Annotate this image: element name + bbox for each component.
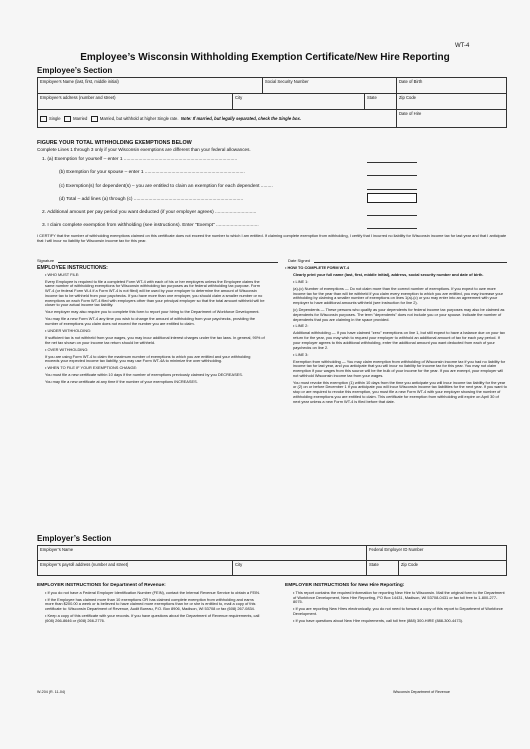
employer-dor-bullet-3: Keep a copy of this certificate with your records. If you have questions about the Department of Revenue requirements, call (608) 266-8646 or (608) 266-2776. [45, 613, 260, 623]
who-must-file-heading: WHO MUST FILE: [47, 271, 80, 277]
who-must-file-text-3: You may file a new Form WT-4 any time you wish to change the amount of withholding from your paychecks, providing the number of exemptions you claim does not exceed the number you are entitled to claim. [45, 316, 256, 327]
dob-field[interactable]: Date of Birth [397, 78, 507, 94]
under-withholding-text: If sufficient tax is not withheld from your wages, you may incur additional interest charges under the tax laws. In general, 90% of the net tax shown on your income tax return should be withheld. [45, 334, 265, 345]
date-signed-line[interactable] [314, 262, 507, 263]
how-to-heading: HOW TO COMPLETE FORM WT-4 [287, 265, 349, 270]
who-must-file-text-2: Your employer may also require you to complete this form to report your hiring to the Department of Workforce Development. [45, 309, 260, 315]
certification-text: I CERTIFY that the number of withholding exemptions claimed on this certificate does not exceed the number to which I am entitled. If claiming complete exemption from withholding, I certify that I incurred no liability for Wisconsin income tax for last year and that I anticipate that I will incur no liability for Wisconsin income tax for this year. [37, 233, 507, 243]
employee-name-field[interactable]: Employee’s Name (last, first, middle initial) [38, 78, 263, 94]
signature-line[interactable] [58, 262, 278, 263]
when-to-file-text: You must file a new certificate within 10 days if the number of exemptions previously claimed by you DECREASES. [45, 372, 243, 378]
line-1b-input[interactable] [367, 175, 417, 176]
single-checkbox[interactable] [40, 116, 47, 122]
line1-heading: LINE 1: [295, 278, 309, 284]
married-note: Note: If married, but legally separated, check the Single box. [180, 115, 301, 121]
employee-city-field[interactable]: City [233, 94, 365, 110]
employer-address-field[interactable]: Employer’s payroll address (number and street) [38, 561, 233, 576]
employee-zip-field[interactable]: Zip Code [397, 94, 507, 110]
how-to-complete-instructions: • HOW TO COMPLETE FORM WT-4 Clearly print your full name (last, first, middle initial), address, social security number and date of birth. • LINE 1: (a)-(c) Number of exemptions — Do not claim more than the correct number of exemptions. If you expect to owe more income tax for the year than will be withheld if you claim every exemption to which you are entitled, you may increase your withholding by claiming a smaller number of exemptions on lines 1(a)-(c) or you may enter into an agreement with your employer to have additional amounts withheld (see instruction for line 2). (c) Dependents — These persons who qualify as your dependents for federal income tax purposes may also be claimed as dependents for Wisconsin purposes. The term "dependents" does not include you or your spouse. Indicate the number of dependents that you are claiming in the space provided. • LINE 2: Additional withholding — If you have claimed "zero" exemptions on line 1, but still expect to have a balance due on your tax return for the year, you may wish to request your employer to withhold an additional amount of tax for each pay period. If your employer agrees to this additional withholding, enter the additional amount you want deducted from each of your paychecks on line 2. • LINE 3: Exemption from withholding — You may claim exemption from withholding of Wisconsin income tax if you had no liability for income tax for last year, and you anticipate that you will incur no liability for income tax for this year. You may not claim exemption if your wages from this source will be the bulk of your income for the year. If you are exempt, your employer will not withhold Wisconsin income tax from your wages. You must revoke this exemption (1) within 10 days from the time you anticipate you will incur income tax liability for the year or (2) on or before December 1 if you anticipate you will incur Wisconsin income tax liabilities for the next year. If you want to stop or are required to revoke this exemption, you must file a new Form WT-4 with your employer showing the number of withholding exemptions you are entitled to claim. This certificate for exemption from withholding will expire on April 30 of next year unless a new Form WT-4 is filed before that date. [285, 265, 507, 404]
date-signed-label: Date Signed [288, 258, 311, 263]
line2-text: Additional withholding — If you have claimed "zero" exemptions on line 1, but still expect to have a balance due on your tax return for the year, you may wish to request your employer to withhold an additional amount of tax for each pay period. If your employer agrees to this additional withholding, enter the additional amount you want deducted from each of your paychecks on line 2. [293, 330, 505, 350]
employer-dor-bullet-1: If you do not have a Federal Employer Identification Number (FEIN), contact the Internal Revenue Service to obtain a FEIN. [47, 589, 261, 595]
employer-dor-instructions: EMPLOYER INSTRUCTIONS for Department of Revenue: • If you do not have a Federal Employer Identification Number (FEIN), contact the Internal Revenue Service to obtain a FEIN. • If the Employee has claimed more than 10 exemptions OR has claimed complete exemption from withholding and earns more than $200.00 a week or is believed to have claimed more exemptions than he or she is entitled to, mail a copy of this certificate to: Wisconsin Department of Revenue, Audit Bureau, P.O. Box 8906, Madison, WI 53708 or fax (608) 267-0834. • Keep a copy of this certificate with your records. If you have questions about the Department of Revenue requirements, call (608) 266-8646 or (608) 266-2776. [37, 584, 263, 626]
form-number: WT-4 [455, 43, 470, 49]
line-2-label: 2. Additional amount per pay period you want deducted (if your employer agrees) ............................... [42, 210, 257, 215]
employer-nh-bullet-2: If you are reporting New Hires electronically, you do not need to forward a copy of this report to Department of Workforce Development. [293, 606, 503, 616]
line-3-label: 3. I claim complete exemption from withholding (see instructions). Enter "Exempt" ................................ [42, 223, 259, 228]
employee-address-field[interactable]: Employee’s address (number and street) [38, 94, 233, 110]
line-1d-label: (d) Total – add lines (a) through (c) .................................................................................. [59, 197, 244, 202]
footer-form-code: W-204 (R. 11-04) [37, 690, 66, 694]
employer-dor-heading: EMPLOYER INSTRUCTIONS for Department of Revenue: [37, 583, 166, 588]
employer-zip-field[interactable]: Zip Code [399, 561, 507, 576]
how-to-intro: Clearly print your full name (last, first, middle initial), address, social security number and date of birth. [293, 271, 484, 277]
filing-status-row: Single Married Married, but withhold at higher Single rate. Note: If married, but legally separated, check the Single box. [38, 110, 397, 128]
over-withholding-heading: OVER WITHHOLDING: [47, 346, 89, 352]
employer-city-field[interactable]: City [233, 561, 367, 576]
fein-field[interactable]: Federal Employer ID Number [367, 546, 507, 561]
employee-section-heading: Employee’s Section [37, 66, 113, 75]
employer-dor-bullet-2: If the Employee has claimed more than 10 exemptions OR has claimed complete exemption from withholding and earns more than $200.00 a week or is believed to have claimed more exemptions than he or she is entitled to, mail a copy of this certificate to: Wisconsin Department of Revenue, Audit Bureau, P.O. Box 8906, Madison, WI 53708 or fax (608) 267-0834. [45, 596, 256, 612]
line3-heading: LINE 3: [295, 351, 309, 357]
employer-state-field[interactable]: State [367, 561, 399, 576]
when-to-file-text-2: You may file a new certificate at any time if the number of your exemptions INCREASES. [45, 379, 198, 385]
employee-info-table [37, 77, 507, 128]
when-to-file-heading: WHEN TO FILE IF YOUR EXEMPTIONS CHANGE: [47, 365, 138, 371]
line3-text-2: You must revoke this exemption (1) within 10 days from the time you anticipate you will incur income tax liability for the year or (2) on or before December 1 if you anticipate you will incur Wisconsin income tax liabilities for the next year. If you want to stop or are required to revoke this exemption, you must file a new Form WT-4 with your employer showing the number of withholding exemptions you are entitled to claim. This certificate for exemption from withholding will expire on April 30 of next year unless a new Form WT-4 is filed before that date. [293, 379, 507, 404]
employee-state-field[interactable]: State [365, 94, 397, 110]
employer-info-table [37, 545, 507, 576]
figure-exemptions-subtitle: Complete Lines 1 through 3 only if your Wisconsin exemptions are different than your federal allowances. [37, 147, 251, 152]
form-title: Employee’s Wisconsin Withholding Exemption Certificate/New Hire Reporting [80, 52, 450, 63]
line-1a-label: 1. (a) Exemption for yourself – enter 1 ..................................................................................... [42, 157, 238, 162]
employer-name-field[interactable]: Employer’s Name [38, 546, 367, 561]
over-withholding-text: If you are using Form WT-4 to claim the maximum number of exemptions to which you are entitled and your withholding exceeds your expected income tax liability, you may use Form WT-4A to minimize the over withholding. [45, 353, 251, 364]
line-1b-label: (b) Exemption for your spouse – enter 1 ........................................................................... [59, 170, 245, 175]
line-1a-input[interactable] [367, 162, 417, 163]
line1-text-c: (c) Dependents — These persons who qualify as your dependents for federal income tax purposes may also be claimed as dependents for Wisconsin purposes. The term "dependents" does not include you or your spouse. Indicate the number of dependents that you are claiming in the space provided. [293, 307, 505, 322]
ssn-field[interactable]: Social Security Number [262, 78, 396, 94]
employer-nh-heading: EMPLOYER INSTRUCTIONS for New Hire Reporting: [285, 583, 405, 588]
employer-section-heading: Employer’s Section [37, 534, 112, 543]
figure-exemptions-title: FIGURE YOUR TOTAL WITHHOLDING EXEMPTIONS BELOW [37, 140, 192, 146]
signature-label: Signature [37, 258, 55, 263]
employer-nh-bullet-1: This report contains the required information for reporting New Hire to Wisconsin. Mail the original form to the Department of Workforce Development, New Hire Reporting, PO Box 14431, Madison, WI 53708-0431 or fax toll free to 1-800-277-8075. [293, 589, 505, 605]
line1-text-a: (a)-(c) Number of exemptions — Do not claim more than the correct number of exemptions. If you expect to owe more income tax for the year than will be withheld if you claim every exemption to which you are entitled, you may increase your withholding by claiming a smaller number of exemptions on lines 1(a)-(c) or you may enter into an agreement with your employer to have additional amounts withheld (see instruction for line 2). [293, 285, 503, 306]
hire-date-field[interactable]: Date of Hire [397, 110, 507, 128]
married-higher-single-checkbox[interactable] [91, 116, 98, 122]
line2-heading: LINE 2: [295, 323, 309, 329]
employer-nh-bullet-3: If you have questions about New Hire requirements, call toll free (888) 300-HIRE (888-300-4473). [295, 617, 464, 623]
employee-instructions: EMPLOYEE INSTRUCTIONS: • WHO MUST FILE: Every Employee is required to file a completed Form WT-4 with each of his or her employers unless the Employee claims the same number of withholding exemptions for Wisconsin withholding tax purposes as for federal withholding tax purpose. Form WT-4 (or federal Form W-4 if a Form WT-4 is not filed) will be used by your employer to determine the amount of Wisconsin income tax to be withheld from your paychecks. If you have more than one employer, you should claim a smaller number or no exemptions on each Form WT-4 filed with employers other than your principal employer so that the total amount withheld will be closer to your actual income tax liability. Your employer may also require you to complete this form to report your hiring to the Department of Workforce Development. You may file a new Form WT-4 any time you wish to change the amount of withholding from your paychecks, providing the number of exemptions you claim does not exceed the number you are entitled to claim. • UNDER WITHHOLDING: If sufficient tax is not withheld from your wages, you may incur additional interest charges under the tax laws. In general, 90% of the net tax shown on your income tax return should be withheld. • OVER WITHHOLDING: If you are using Form WT-4 to claim the maximum number of exemptions to which you are entitled and your withholding exceeds your expected income tax liability, you may use Form WT-4A to minimize the over withholding. • WHEN TO FILE IF YOUR EXEMPTIONS CHANGE: You must file a new certificate within 10 days if the number of exemptions previously claimed by you DECREASES. You may file a new certificate at any time if the number of your exemptions INCREASES. [37, 265, 265, 385]
who-must-file-text: Every Employee is required to file a completed Form WT-4 with each of his or her employers unless the Employee claims the same number of withholding exemptions for Wisconsin withholding tax purposes as for federal withholding tax purpose. Form WT-4 (or federal Form W-4 if a Form WT-4 is not filed) will be used by your employer to determine the amount of Wisconsin income tax to be withheld from your paychecks. If you have more than one employer, you should claim a smaller number or no exemptions on each Form WT-4 filed with employers other than your principal employer so that the total amount withheld will be closer to your actual income tax liability. [45, 278, 265, 308]
footer-department: Wisconsin Department of Revenue [393, 690, 450, 694]
under-withholding-heading: UNDER WITHHOLDING: [47, 328, 92, 333]
married-checkbox[interactable] [64, 116, 71, 122]
line-1c-input[interactable] [367, 189, 417, 190]
line-1c-label: (c) Exemption(s) for dependent(s) – you are entitled to claim an exemption for each dependent ......... [59, 184, 273, 189]
line-3-input[interactable] [367, 228, 417, 229]
employer-nh-instructions: EMPLOYER INSTRUCTIONS for New Hire Reporting: • This report contains the required information for reporting New Hire to Wisconsin. Mail the original form to the Department of Workforce Development, New Hire Reporting, PO Box 14431, Madison, WI 53708-0431 or fax toll free to 1-800-277-8075. • If you are reporting New Hires electronically, you do not need to forward a copy of this report to Department of Workforce Development. • If you have questions about New Hire requirements, call toll free (888) 300-HIRE (888-300-4473). [285, 584, 507, 626]
line-2-input[interactable] [367, 215, 417, 216]
line3-text: Exemption from withholding — You may claim exemption from withholding of Wisconsin income tax if you had no liability for income tax for last year, and you anticipate that you will incur no liability for income tax for this year. You may not claim exemption if your wages from this source will be the bulk of your income for the year. If you are exempt, your employer will not withhold Wisconsin income tax from your wages. [293, 358, 506, 378]
line-1d-input[interactable] [367, 193, 417, 203]
employee-instructions-heading: EMPLOYEE INSTRUCTIONS: [37, 265, 108, 271]
